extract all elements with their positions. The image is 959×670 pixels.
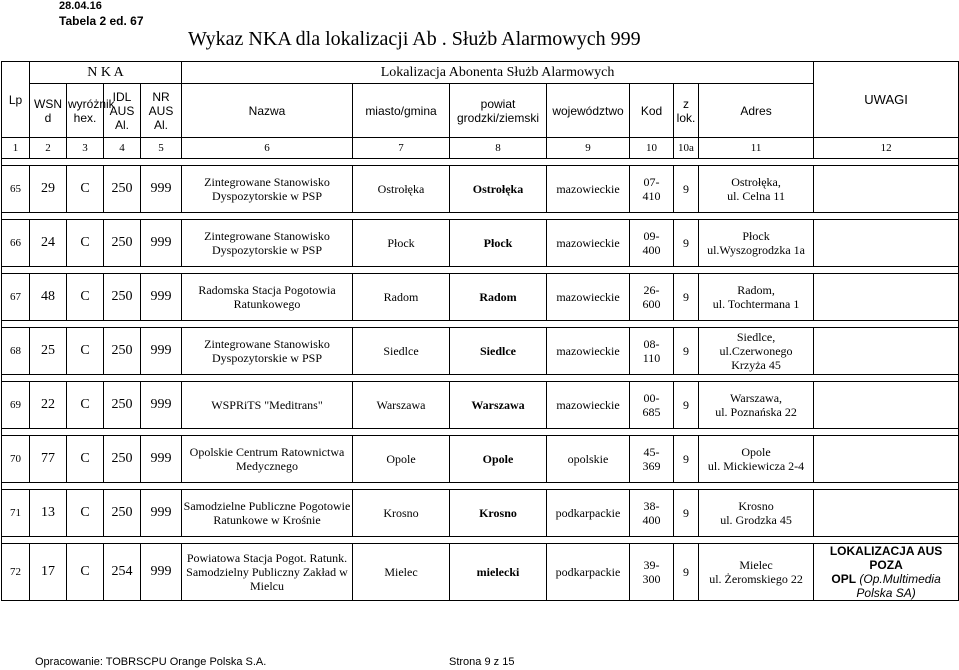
cell-wsn — [30, 274, 67, 321]
cell-kod-line: 410 — [642, 189, 661, 203]
cell-nr-line: 999 — [150, 235, 172, 250]
cell-nr — [141, 328, 182, 375]
cell-kod-line: 26- — [643, 283, 660, 297]
cell-wsn-line: 25 — [41, 343, 55, 358]
table-row — [2, 544, 959, 601]
cell-wyroznik-line: C — [80, 505, 90, 520]
cell-zlok — [674, 220, 699, 267]
column-number: 8 — [450, 138, 547, 159]
cell-miasto-line: Płock — [387, 236, 415, 250]
cell-idl-line: 250 — [111, 451, 133, 466]
cell-miasto-line: Ostrołęka — [377, 182, 425, 196]
cell-idl-line: 250 — [111, 397, 133, 412]
cell-powiat — [450, 274, 547, 321]
cell-wojewodztwo — [547, 328, 630, 375]
footer-page-number: Strona 9 z 15 — [449, 656, 515, 668]
cell-kod — [630, 274, 674, 321]
cell-kod-line: 45- — [643, 445, 660, 459]
cell-nazwa — [182, 382, 353, 429]
cell-wojewodztwo — [547, 382, 630, 429]
col-wojewodztwo: województwo — [547, 84, 630, 138]
spacer-cell — [2, 159, 959, 166]
spacer-row — [2, 537, 959, 544]
cell-nazwa — [182, 274, 353, 321]
cell-nazwa-line: Samodzielne Publiczne Pogotowie — [183, 499, 351, 513]
cell-adres-line: Siedlce, ul.Czerwonego — [719, 330, 793, 358]
cell-nr-line: 999 — [150, 343, 172, 358]
col-nazwa: Nazwa — [182, 84, 353, 138]
cell-powiat-line: Siedlce — [480, 344, 516, 358]
report-date: 28.04.16 — [59, 0, 102, 12]
cell-adres — [699, 274, 814, 321]
cell-wyroznik — [67, 328, 104, 375]
cell-kod-line: 07- — [643, 175, 660, 189]
cell-wsn — [30, 490, 67, 537]
cell-nazwa-line: Zintegrowane Stanowisko — [204, 337, 330, 351]
cell-lp — [2, 328, 30, 375]
spacer-cell — [2, 429, 959, 436]
cell-wojewodztwo — [547, 490, 630, 537]
cell-lp — [2, 544, 30, 601]
cell-adres — [699, 220, 814, 267]
cell-idl — [104, 328, 141, 375]
cell-nazwa — [182, 166, 353, 213]
cell-uwagi — [814, 328, 959, 375]
cell-wyroznik-line: C — [80, 235, 90, 250]
cell-miasto-line: Krosno — [383, 506, 419, 520]
cell-wsn-line: 22 — [41, 397, 55, 412]
cell-kod-line: 39- — [643, 558, 660, 572]
cell-wyroznik — [67, 274, 104, 321]
cell-lp-line: 71 — [10, 507, 21, 519]
column-numbers-row — [2, 138, 959, 159]
table-row — [2, 166, 959, 213]
column-number: 2 — [30, 138, 67, 159]
cell-zlok-line: 9 — [683, 452, 689, 466]
cell-miasto — [353, 436, 450, 483]
cell-powiat-line: Ostrołęka — [472, 182, 524, 196]
cell-kod — [630, 328, 674, 375]
cell-idl — [104, 166, 141, 213]
cell-idl-line: 254 — [111, 564, 133, 579]
cell-nazwa — [182, 220, 353, 267]
cell-zlok — [674, 544, 699, 601]
column-number: 5 — [141, 138, 182, 159]
cell-nr-line: 999 — [150, 289, 172, 304]
cell-wsn — [30, 166, 67, 213]
cell-nr — [141, 166, 182, 213]
cell-miasto — [353, 544, 450, 601]
cell-wsn — [30, 328, 67, 375]
cell-kod — [630, 490, 674, 537]
column-number: 3 — [67, 138, 104, 159]
cell-kod-line: 400 — [642, 513, 661, 527]
cell-zlok-line: 9 — [683, 565, 689, 579]
cell-powiat-line: Krosno — [479, 506, 517, 520]
cell-idl — [104, 274, 141, 321]
cell-nazwa — [182, 490, 353, 537]
cell-nr — [141, 490, 182, 537]
cell-lp-line: 70 — [10, 453, 21, 465]
cell-adres-line: ul. Żeromskiego 22 — [709, 572, 803, 586]
col-adres: Adres — [699, 84, 814, 138]
cell-adres — [699, 382, 814, 429]
col-miasto: miasto/gmina — [353, 84, 450, 138]
cell-nazwa-line: Dyspozytorskie w PSP — [211, 351, 322, 365]
cell-zlok-line: 9 — [683, 344, 689, 358]
col-lp: Lp — [2, 62, 30, 138]
cell-adres-line: Krzyża 45 — [731, 358, 781, 372]
cell-wyroznik — [67, 166, 104, 213]
cell-powiat-line: Radom — [479, 290, 517, 304]
cell-kod-line: 38- — [643, 499, 660, 513]
cell-idl-line: 250 — [111, 505, 133, 520]
cell-kod-line: 00- — [643, 391, 660, 405]
cell-wojewodztwo — [547, 220, 630, 267]
cell-wyroznik-line: C — [80, 451, 90, 466]
col-nr: NR AUS Al. — [141, 84, 182, 138]
cell-kod — [630, 382, 674, 429]
cell-kod-line: 110 — [642, 351, 661, 365]
cell-wojewodztwo-line: mazowieckie — [556, 182, 620, 196]
cell-adres-line: Płock — [742, 229, 770, 243]
cell-idl-line: 250 — [111, 235, 133, 250]
cell-nazwa-line: Zintegrowane Stanowisko — [204, 175, 330, 189]
cell-idl-line: 250 — [111, 181, 133, 196]
col-kod: Kod — [630, 84, 674, 138]
spacer-row — [2, 159, 959, 166]
column-number: 4 — [104, 138, 141, 159]
cell-wojewodztwo — [547, 436, 630, 483]
cell-uwagi — [814, 490, 959, 537]
cell-nr — [141, 220, 182, 267]
cell-wojewodztwo-line: podkarpackie — [555, 565, 621, 579]
cell-lp-line: 67 — [10, 291, 21, 303]
col-zlok: z lok. — [674, 84, 699, 138]
cell-wojewodztwo — [547, 166, 630, 213]
spacer-cell — [2, 267, 959, 274]
cell-adres — [699, 490, 814, 537]
cell-nazwa-line: Zintegrowane Stanowisko — [204, 229, 330, 243]
cell-zlok — [674, 382, 699, 429]
cell-zlok-line: 9 — [683, 290, 689, 304]
cell-adres-line: Ostrołęka, — [731, 175, 781, 189]
cell-adres-line: ul. Celna 11 — [727, 189, 785, 203]
cell-powiat — [450, 220, 547, 267]
spacer-cell — [2, 537, 959, 544]
cell-nazwa-line: Ratunkowego — [233, 297, 301, 311]
cell-miasto-line: Mielec — [384, 565, 418, 579]
spacer-row — [2, 429, 959, 436]
cell-powiat — [450, 490, 547, 537]
cell-powiat-line: Warszawa — [471, 398, 525, 412]
spacer-cell — [2, 483, 959, 490]
col-idl: IDL AUS Al. — [104, 84, 141, 138]
cell-miasto-line: Warszawa — [376, 398, 426, 412]
cell-zlok — [674, 274, 699, 321]
uwagi-note: (Op.Multimedia Polska SA) — [856, 572, 941, 600]
page-title: Wykaz NKA dla lokalizacji Ab . Służb Alarmowych 999 — [188, 28, 641, 50]
col-group-nka: N K A — [30, 62, 182, 84]
cell-miasto-line: Opole — [386, 452, 416, 466]
cell-wojewodztwo-line: mazowieckie — [556, 398, 620, 412]
cell-nr-line: 999 — [150, 451, 172, 466]
cell-miasto — [353, 166, 450, 213]
cell-wsn-line: 77 — [41, 451, 55, 466]
cell-uwagi — [814, 166, 959, 213]
cell-lp — [2, 382, 30, 429]
cell-lp-line: 66 — [10, 237, 21, 249]
cell-wyroznik — [67, 544, 104, 601]
column-number: 9 — [547, 138, 630, 159]
cell-adres-line: Mielec — [739, 558, 773, 572]
cell-nr — [141, 436, 182, 483]
column-number: 10 — [630, 138, 674, 159]
spacer-cell — [2, 321, 959, 328]
cell-kod-line: 685 — [642, 405, 661, 419]
cell-lp — [2, 220, 30, 267]
cell-zlok-line: 9 — [683, 398, 689, 412]
cell-zlok — [674, 490, 699, 537]
cell-idl — [104, 382, 141, 429]
spacer-cell — [2, 375, 959, 382]
col-powiat: powiat grodzki/ziemski — [450, 84, 547, 138]
cell-idl — [104, 544, 141, 601]
cell-kod-line: 400 — [642, 243, 661, 257]
cell-wyroznik-line: C — [80, 343, 90, 358]
cell-adres — [699, 544, 814, 601]
cell-idl — [104, 436, 141, 483]
cell-wsn-line: 29 — [41, 181, 55, 196]
cell-zlok-line: 9 — [683, 236, 689, 250]
cell-wyroznik — [67, 382, 104, 429]
cell-miasto — [353, 274, 450, 321]
cell-nr-line: 999 — [150, 564, 172, 579]
cell-kod-line: 08- — [643, 337, 660, 351]
cell-lp-line: 65 — [10, 183, 21, 195]
cell-miasto — [353, 490, 450, 537]
cell-lp — [2, 274, 30, 321]
cell-nazwa-line: Mielcu — [250, 579, 284, 593]
cell-uwagi — [814, 274, 959, 321]
cell-zlok — [674, 328, 699, 375]
cell-zlok — [674, 436, 699, 483]
col-wyroznik: wyróżnik hex. — [67, 84, 104, 138]
table-row — [2, 328, 959, 375]
cell-adres-line: ul. Poznańska 22 — [715, 405, 797, 419]
spacer-row — [2, 267, 959, 274]
cell-nazwa — [182, 436, 353, 483]
cell-wojewodztwo-line: mazowieckie — [556, 236, 620, 250]
cell-kod-line: 369 — [642, 459, 661, 473]
cell-lp-line: 69 — [10, 399, 21, 411]
cell-nazwa-line: Samodzielny Publiczny Zakład w — [186, 565, 348, 579]
spacer-row — [2, 321, 959, 328]
cell-uwagi — [814, 544, 959, 601]
cell-lp — [2, 166, 30, 213]
cell-zlok-line: 9 — [683, 506, 689, 520]
table-row — [2, 382, 959, 429]
cell-nr — [141, 274, 182, 321]
cell-uwagi — [814, 436, 959, 483]
spacer-row — [2, 375, 959, 382]
cell-nr-line: 999 — [150, 181, 172, 196]
cell-powiat-line: Płock — [483, 236, 513, 250]
cell-wyroznik-line: C — [80, 289, 90, 304]
cell-wsn — [30, 544, 67, 601]
uwagi-line — [815, 572, 957, 600]
cell-uwagi — [814, 382, 959, 429]
cell-powiat — [450, 382, 547, 429]
cell-zlok-line: 9 — [683, 182, 689, 196]
column-number: 7 — [353, 138, 450, 159]
col-wsn: WSN d — [30, 84, 67, 138]
table-row — [2, 490, 959, 537]
cell-powiat — [450, 166, 547, 213]
col-group-location: Lokalizacja Abonenta Służb Alarmowych — [182, 62, 814, 84]
cell-adres-line: Warszawa, — [730, 391, 783, 405]
cell-wyroznik-line: C — [80, 564, 90, 579]
cell-powiat-line: mielecki — [476, 565, 520, 579]
footer-prepared: Opracowanie: TOBRSCPU Orange Polska S.A. — [35, 656, 267, 668]
cell-kod-line: 300 — [642, 572, 661, 586]
table-row — [2, 220, 959, 267]
cell-nazwa-line: Powiatowa Stacja Pogot. Ratunk. — [186, 551, 348, 565]
table-label: Tabela 2 ed. 67 — [59, 14, 144, 28]
cell-powiat — [450, 328, 547, 375]
cell-wsn-line: 48 — [41, 289, 55, 304]
cell-wojewodztwo — [547, 544, 630, 601]
column-number: 1 — [2, 138, 30, 159]
spacer-row — [2, 483, 959, 490]
cell-lp — [2, 490, 30, 537]
cell-wsn — [30, 436, 67, 483]
cell-nazwa-line: Opolskie Centrum Ratownictwa — [189, 445, 345, 459]
cell-wyroznik — [67, 436, 104, 483]
col-uwagi: UWAGI — [814, 62, 959, 138]
column-number: 6 — [182, 138, 353, 159]
uwagi-operator: OPL — [831, 572, 857, 586]
cell-miasto-line: Siedlce — [383, 344, 419, 358]
cell-adres-line: Krosno — [738, 499, 774, 513]
cell-miasto-line: Radom — [383, 290, 419, 304]
nka-table — [1, 61, 959, 601]
cell-adres — [699, 436, 814, 483]
cell-wyroznik-line: C — [80, 181, 90, 196]
cell-zlok — [674, 166, 699, 213]
cell-nr-line: 999 — [150, 397, 172, 412]
cell-nazwa-line: Dyspozytorskie w PSP — [211, 243, 322, 257]
table-row — [2, 274, 959, 321]
header-row-groups — [2, 62, 959, 84]
cell-kod-line: 09- — [643, 229, 660, 243]
cell-adres-line: ul. Grodzka 45 — [720, 513, 792, 527]
cell-nazwa-line: Ratunkowe w Krośnie — [213, 513, 321, 527]
cell-nr — [141, 382, 182, 429]
cell-adres-line: ul. Tochtermana 1 — [712, 297, 800, 311]
cell-powiat-line: Opole — [482, 452, 514, 466]
cell-kod — [630, 220, 674, 267]
cell-nazwa-line: Dyspozytorskie w PSP — [211, 189, 322, 203]
cell-nazwa-line: Medycznego — [236, 459, 298, 473]
cell-wojewodztwo-line: opolskie — [567, 452, 609, 466]
cell-wsn-line: 13 — [41, 505, 55, 520]
cell-wsn-line: 17 — [41, 564, 55, 579]
cell-wyroznik — [67, 220, 104, 267]
cell-wojewodztwo-line: mazowieckie — [556, 290, 620, 304]
column-number: 12 — [814, 138, 959, 159]
cell-wsn — [30, 220, 67, 267]
cell-adres-line: ul. Mickiewicza 2-4 — [707, 459, 805, 473]
cell-miasto — [353, 382, 450, 429]
cell-idl — [104, 220, 141, 267]
cell-wyroznik-line: C — [80, 397, 90, 412]
cell-wsn — [30, 382, 67, 429]
cell-nr — [141, 544, 182, 601]
cell-nazwa — [182, 544, 353, 601]
cell-nazwa-line: Radomska Stacja Pogotowia — [198, 283, 336, 297]
spacer-row — [2, 213, 959, 220]
cell-adres-line: ul.Wyszogrodzka 1a — [707, 243, 805, 257]
cell-adres — [699, 328, 814, 375]
cell-lp-line: 72 — [10, 566, 21, 578]
cell-adres-line: Opole — [741, 445, 771, 459]
table-row — [2, 436, 959, 483]
cell-wojewodztwo — [547, 274, 630, 321]
cell-kod-line: 600 — [642, 297, 661, 311]
cell-miasto — [353, 220, 450, 267]
cell-kod — [630, 166, 674, 213]
cell-adres — [699, 166, 814, 213]
cell-idl-line: 250 — [111, 343, 133, 358]
cell-lp — [2, 436, 30, 483]
uwagi-line: LOKALIZACJA AUS POZA — [829, 544, 943, 572]
cell-powiat — [450, 436, 547, 483]
cell-wojewodztwo-line: mazowieckie — [556, 344, 620, 358]
cell-lp-line: 68 — [10, 345, 21, 357]
column-number: 11 — [699, 138, 814, 159]
cell-kod — [630, 436, 674, 483]
cell-nazwa — [182, 328, 353, 375]
cell-wojewodztwo-line: podkarpackie — [555, 506, 621, 520]
cell-idl — [104, 490, 141, 537]
cell-adres-line: Radom, — [737, 283, 775, 297]
spacer-cell — [2, 213, 959, 220]
cell-uwagi — [814, 220, 959, 267]
cell-nazwa-line: WSPRiTS "Meditrans" — [211, 398, 323, 412]
cell-wyroznik — [67, 490, 104, 537]
cell-kod — [630, 544, 674, 601]
cell-miasto — [353, 328, 450, 375]
cell-wsn-line: 24 — [41, 235, 55, 250]
cell-nr-line: 999 — [150, 505, 172, 520]
column-number: 10a — [674, 138, 699, 159]
cell-idl-line: 250 — [111, 289, 133, 304]
cell-powiat — [450, 544, 547, 601]
